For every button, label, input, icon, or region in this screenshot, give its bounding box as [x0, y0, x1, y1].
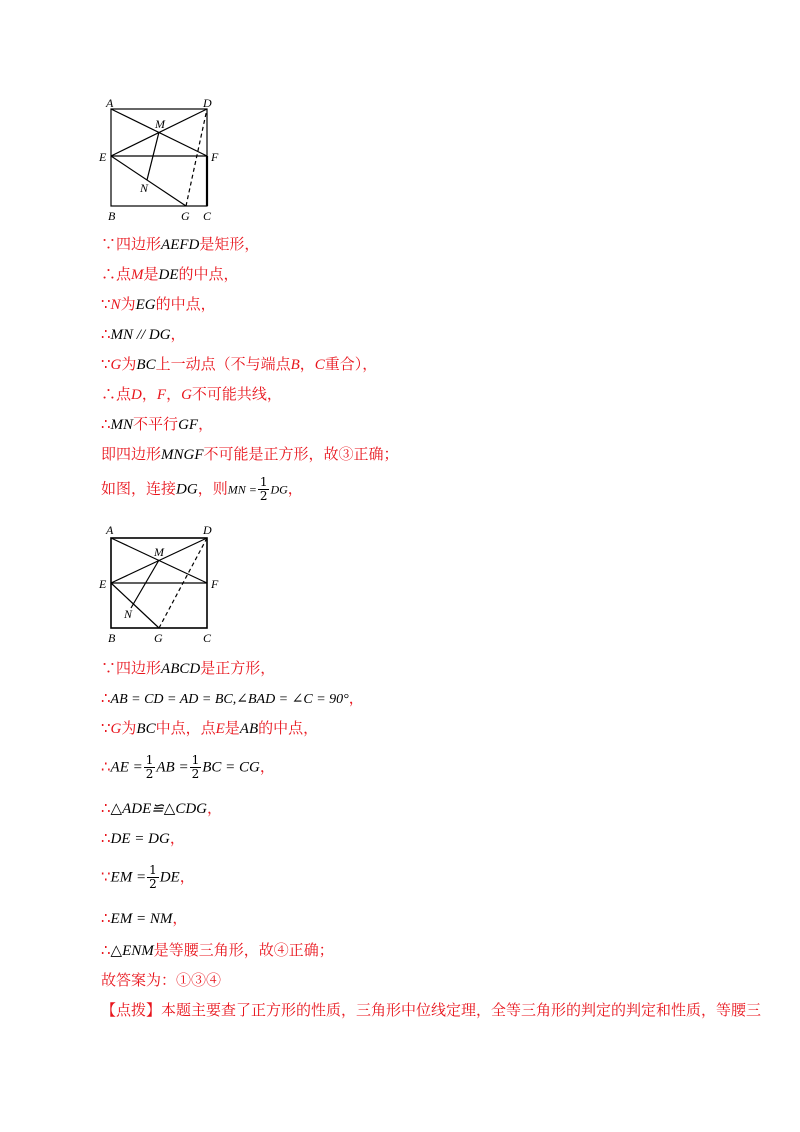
- label-b: B: [108, 631, 116, 645]
- line-3: ∵N为EG的中点，: [101, 295, 216, 313]
- line-18: ∴△ENM是等腰三角形，故④正确；: [101, 941, 334, 959]
- label-a: A: [106, 523, 114, 537]
- label-g: G: [181, 209, 190, 223]
- label-a: A: [106, 96, 114, 110]
- line-16: ∵EM = $\frac{1}{2}$ DE，: [101, 863, 195, 891]
- label-f: F: [211, 150, 219, 164]
- line-19: 故答案为：①③④: [101, 971, 222, 989]
- line-17: ∴EM = NM，: [101, 909, 188, 927]
- line-2: ∴点M是DE的中点，: [101, 265, 239, 283]
- line-13: ∴AE = $\frac{1}{2}$ AB = $\frac{1}{2}$ BC = CG，: [101, 753, 275, 781]
- label-c: C: [203, 209, 212, 223]
- line-8: 即四边形MNGF不可能是正方形，故③正确；: [101, 445, 399, 463]
- label-d: D: [203, 96, 212, 110]
- label-e: E: [99, 150, 107, 164]
- line-9: 如图，连接DG，则MN = $\frac{1}{2}$ DG，: [101, 475, 303, 503]
- label-f: F: [211, 577, 219, 591]
- figure-square-abcd: [96, 518, 226, 648]
- line-15: ∴DE = DG，: [101, 829, 185, 847]
- label-m: M: [154, 545, 164, 559]
- line-20: 【点拨】本题主要查了正方形的性质，三角形中位线定理，全等三角形的判定的判定和性质，等腰三: [101, 1001, 762, 1019]
- figure-rectangle-aefd: [96, 94, 226, 224]
- label-e: E: [99, 577, 107, 591]
- line-4: ∴MN // DG，: [101, 325, 186, 343]
- label-n: N: [124, 607, 133, 621]
- line-14: ∴△ADE≌△CDG，: [101, 799, 223, 817]
- label-c: C: [203, 631, 212, 645]
- label-m: M: [155, 117, 165, 131]
- line-5: ∵G为BC上一动点（不与端点B，C重合），: [101, 355, 378, 373]
- label-n: N: [140, 181, 149, 195]
- line-6: ∴点D，F，G不可能共线，: [101, 385, 282, 403]
- line-10: ∵四边形ABCD是正方形，: [101, 659, 276, 677]
- label-b: B: [108, 209, 116, 223]
- label-g: G: [154, 631, 163, 645]
- line-1: ∵四边形AEFD是矩形，: [101, 235, 260, 253]
- label-d: D: [203, 523, 212, 537]
- line-7: ∴MN不平行GF，: [101, 415, 214, 433]
- line-11: ∴AB = CD = AD = BC,∠BAD = ∠C = 90°，: [101, 689, 364, 707]
- line-12: ∵G为BC中点，点E是AB的中点，: [101, 719, 319, 737]
